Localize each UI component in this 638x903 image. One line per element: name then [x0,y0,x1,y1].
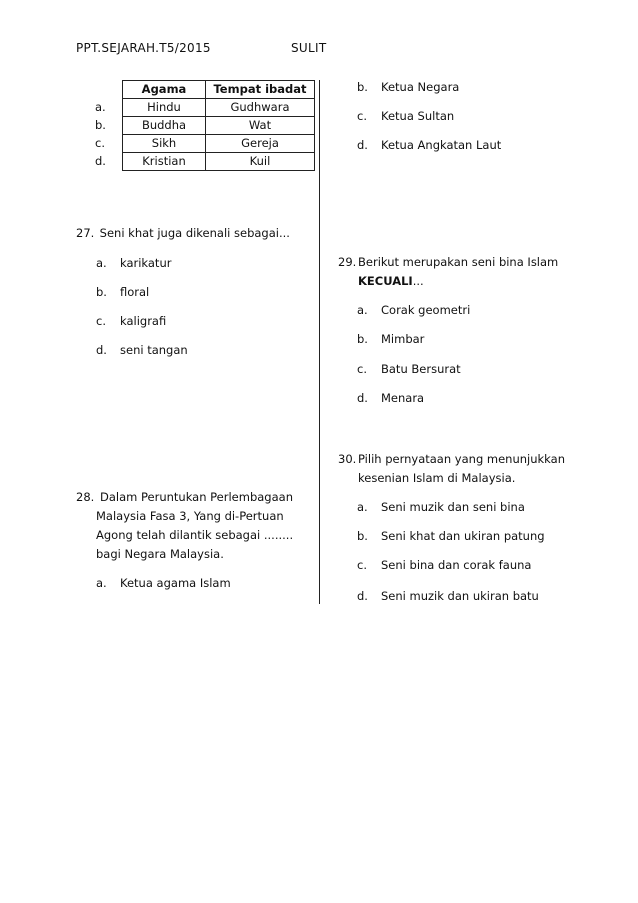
cell-agama: Kristian [123,153,206,171]
option-text: Seni muzik dan seni bina [381,500,525,514]
option-text: karikatur [120,256,172,270]
q29-option-a[interactable] [357,301,470,320]
option-letter: c. [357,109,367,123]
question-line: Pilih pernyataan yang menunjukkan [358,452,565,466]
cell-agama: Buddha [123,117,206,135]
q29-option-b[interactable] [357,330,424,349]
question-text: Seni khat juga dikenali sebagai... [99,226,290,240]
question-line: Agong telah dilantik sebagai ........ [96,528,294,542]
table-header-agama: Agama [123,81,206,99]
table-row [95,153,315,171]
q27-option-c[interactable] [96,312,166,331]
row-label: a. [95,100,106,114]
option-text: Ketua agama Islam [120,576,231,590]
option-letter: c. [357,362,367,376]
question-line: Malaysia Fasa 3, Yang di-Pertuan [96,509,284,523]
q30-option-b[interactable] [357,527,545,546]
question-line: kesenian Islam di Malaysia. [358,471,516,485]
option-text: Menara [381,391,425,405]
question-number: 28. [76,490,95,504]
q29-option-d[interactable] [357,389,424,408]
option-letter: b. [357,332,368,346]
cell-tempat: Gereja [206,135,315,153]
question-line: Dalam Peruntukan Perlembagaan [100,490,293,504]
option-text: Seni muzik dan ukiran batu [381,589,539,603]
option-letter: b. [357,80,368,94]
option-letter: a. [96,576,107,590]
table-row [95,135,315,153]
keyword-kecuali: KECUALI [358,274,413,288]
option-text: Mimbar [381,332,425,346]
option-text: Batu Bersurat [381,362,461,376]
question-line: bagi Negara Malaysia. [96,547,224,561]
header-code: PPT.SEJARAH.T5/2015 [76,41,211,55]
cell-tempat: Kuil [206,153,315,171]
question-27 [76,224,290,243]
q29-option-c[interactable] [357,360,461,379]
option-text: Seni khat dan ukiran patung [381,529,545,543]
option-text: floral [120,285,150,299]
cell-agama: Sikh [123,135,206,153]
q27-option-d[interactable] [96,341,188,360]
religion-table [95,80,315,171]
option-text: Ketua Negara [381,80,460,94]
row-label: c. [95,136,105,150]
table-row [95,117,315,135]
table-header-tempat: Tempat ibadat [206,81,315,99]
option-letter: a. [357,303,368,317]
question-29 [338,253,558,272]
question-suffix: ... [412,274,424,288]
option-letter: a. [96,256,107,270]
q30-option-a[interactable] [357,498,525,517]
q30-option-c[interactable] [357,556,531,575]
question-28 [76,488,293,507]
option-text: kaligrafi [120,314,167,328]
question-number: 30. [338,452,357,466]
option-letter: c. [357,558,367,572]
question-number: 27. [76,226,95,240]
option-letter: c. [96,314,106,328]
option-letter: b. [96,285,107,299]
q28-option-c[interactable] [357,107,454,126]
header-classification: SULIT [291,41,327,55]
row-label: b. [95,118,106,132]
option-text: Ketua Sultan [381,109,455,123]
question-30 [338,450,565,469]
table-header-row [95,81,315,99]
option-letter: d. [357,589,368,603]
column-divider [319,80,320,604]
option-text: Seni bina dan corak fauna [381,558,532,572]
question-line [358,272,424,291]
option-text: Ketua Angkatan Laut [381,138,502,152]
q27-option-b[interactable] [96,283,149,302]
option-letter: d. [357,391,368,405]
q28-option-d[interactable] [357,136,501,155]
question-number: 29. [338,255,357,269]
option-letter: d. [96,343,107,357]
q27-option-a[interactable] [96,254,171,273]
q30-option-d[interactable] [357,587,539,606]
option-letter: d. [357,138,368,152]
table-row [95,99,315,117]
q28-option-a[interactable] [96,574,231,593]
option-text: seni tangan [120,343,188,357]
cell-agama: Hindu [123,99,206,117]
row-label: d. [95,154,106,168]
option-letter: a. [357,500,368,514]
cell-tempat: Wat [206,117,315,135]
option-text: Corak geometri [381,303,471,317]
q28-option-b[interactable] [357,78,459,97]
question-line: Berikut merupakan seni bina Islam [358,255,559,269]
option-letter: b. [357,529,368,543]
cell-tempat: Gudhwara [206,99,315,117]
